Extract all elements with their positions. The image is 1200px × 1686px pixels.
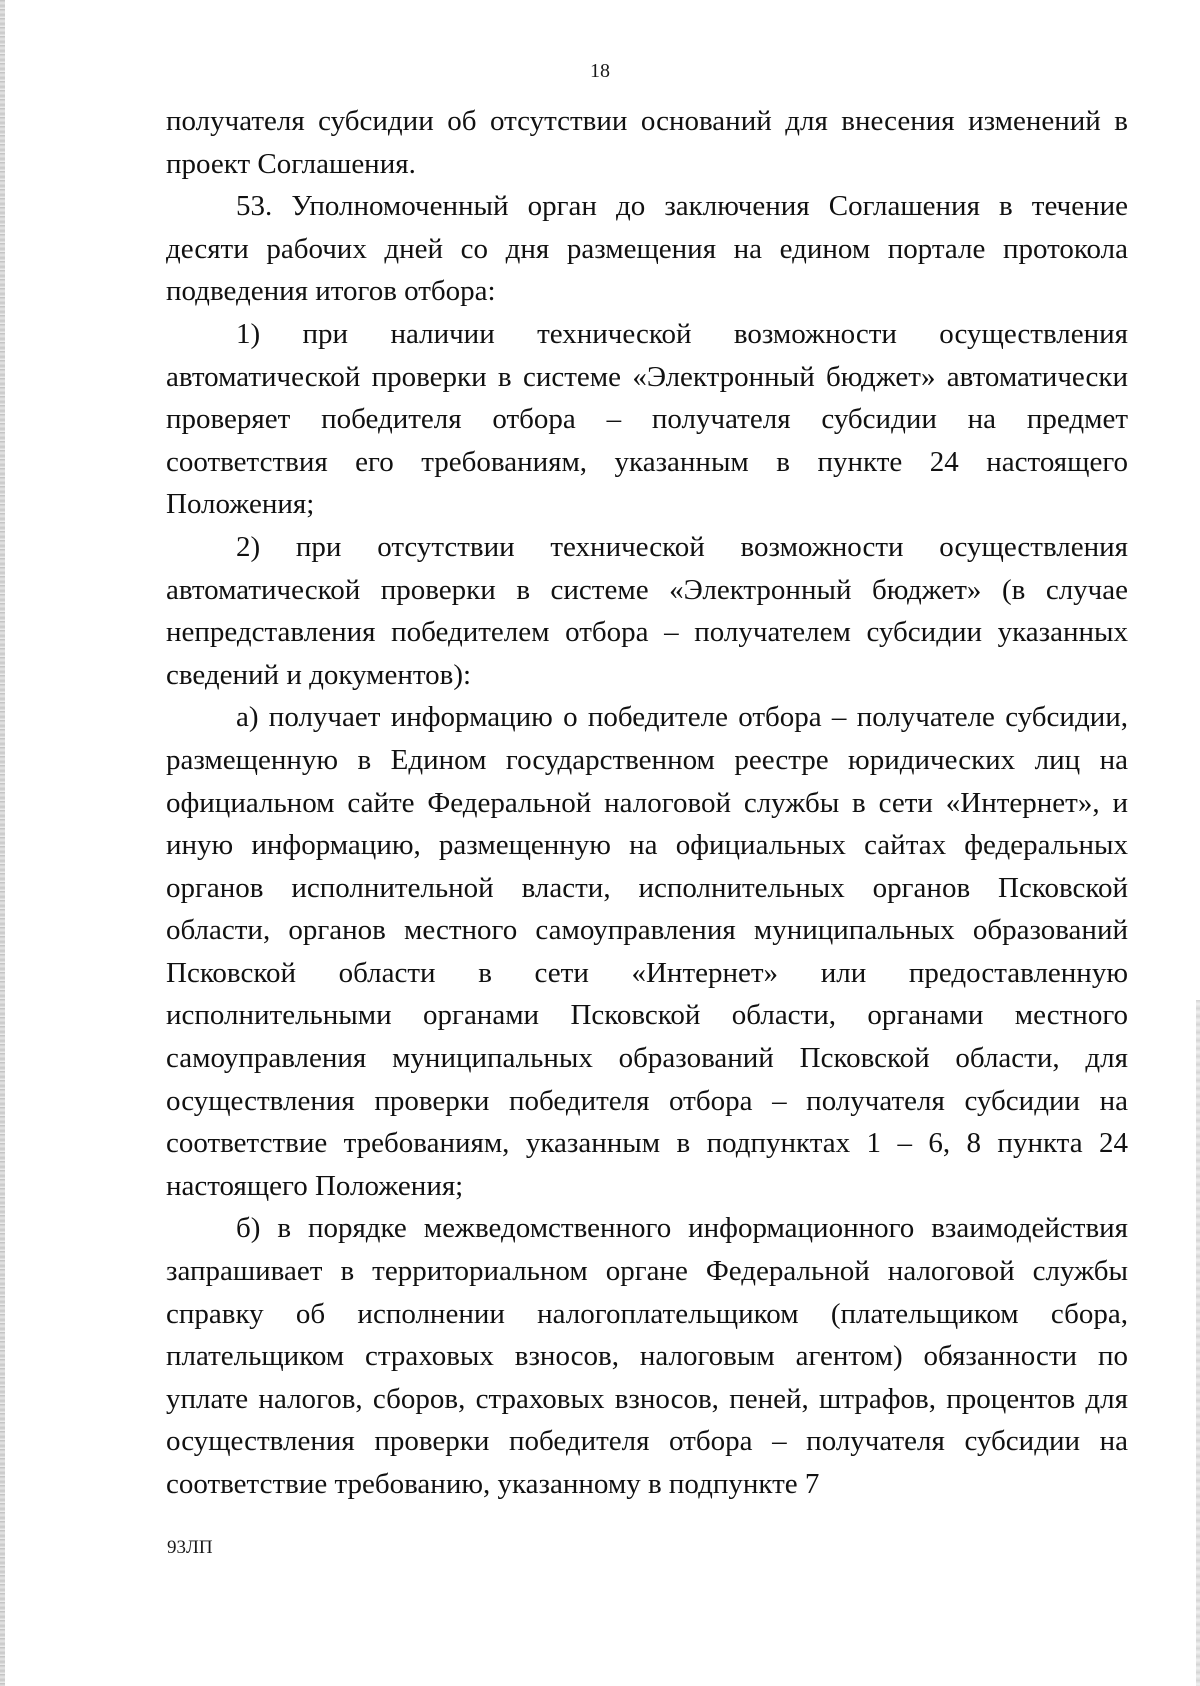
paragraph-subitem-1: 1) при наличии технической возможности осуществления автоматической проверки в системе «Электронный бюджет» автоматически проверяет победителя отбора – получателя субсидии на предмет соответствия его требованиям, указанным в пункте 24 настоящего Положения;	[166, 317, 1128, 521]
scan-edge-right	[1196, 1000, 1200, 1686]
paragraph-subitem-2: 2) при отсутствии технической возможности осуществления автоматической проверки в системе «Электронный бюджет» (в случае непредставления победителем отбора – получателем субсидии указанных сведений и документов):	[166, 530, 1128, 691]
paragraph-item-53: 53. Уполномоченный орган до заключения Соглашения в течение десяти рабочих дней со дня размещения на едином портале протокола подведения итогов отбора:	[166, 190, 1128, 308]
paragraph-continuation: получателя субсидии об отсутствии оснований для внесения изменений в проект Соглашения.	[166, 105, 1128, 180]
paragraph-subitem-a: а) получает информацию о победителе отбора – получателе субсидии, размещенную в Едином государственном реестре юридических лиц на официальном сайте Федеральной налоговой службы в сети «Интернет», и иную информацию, размещенную на официальных сайтах федеральных органов исполнительной власти, исполнительных органов Псковской области, органов местного самоуправления муниципальных образований Псковской области в сети «Интернет» или предоставленную исполнительными органами Псковской области, органами местного самоуправления муниципальных образований Псковской области, для осуществления проверки победителя отбора – получателя субсидии на соответствие требованиям, указанным в подпунктах 1 – 6, 8 пункта 24 настоящего Положения;	[166, 701, 1128, 1202]
document-body	[166, 100, 1128, 1506]
page-number: 18	[590, 60, 610, 82]
paragraph-subitem-b: б) в порядке межведомственного информационного взаимодействия запрашивает в территориальном органе Федеральной налоговой службы справку об исполнении налогоплательщиком (плательщиком сбора, плательщиком страховых взносов, налоговым агентом) обязанности по уплате налогов, сборов, страховых взносов, пеней, штрафов, процентов для осуществления проверки победителя отбора – получателя субсидии на соответствие требованию, указанному в подпункте 7	[166, 1212, 1128, 1500]
scan-edge-left	[0, 0, 5, 1686]
document-code: 93ЛП	[167, 1537, 213, 1558]
